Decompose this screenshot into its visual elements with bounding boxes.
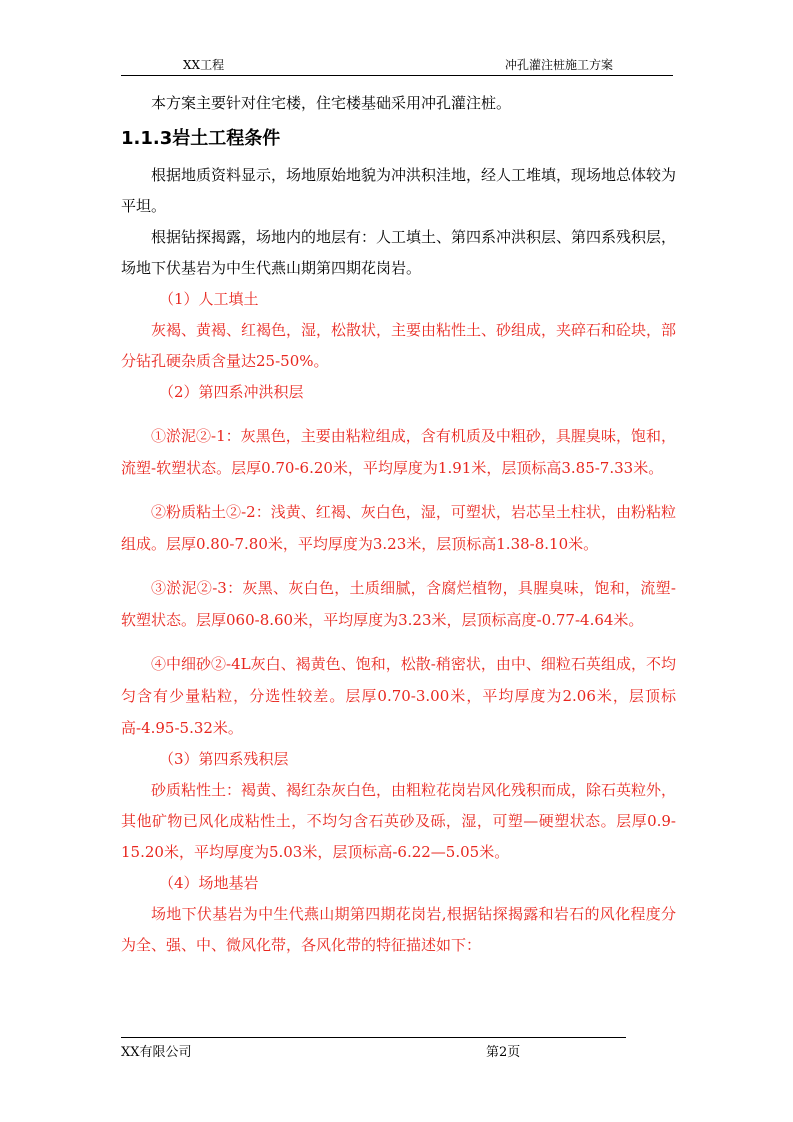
footer-page-number: 第2页: [486, 1045, 521, 1060]
layer4-heading: （4）场地基岩: [159, 874, 259, 892]
layer4-text: 场地下伏基岩为中生代燕山期第四期花岗岩,根据钻探揭露和岩石的风化程度分为全、强、中、微风化带，各风化带的特征描述如下：: [121, 905, 676, 954]
layer2-item-silt1: ①淤泥②-1：灰黑色，主要由粘粒组成，含有机质及中粗砂，具腥臭味，饱和，流塑-软塑状态。层厚0.70-6.20米，平均厚度为1.91米，层顶标高3.85-7.33米。: [121, 427, 676, 477]
layer2-heading: （2）第四系冲洪积层: [159, 383, 304, 401]
intro-paragraph: 本方案主要针对住宅楼，住宅楼基础采用冲孔灌注桩。: [151, 94, 512, 112]
section-heading: 1.1.3岩土工程条件: [121, 128, 281, 149]
layer3-text: 砂质粘性土：褐黄、褐红杂灰白色，由粗粒花岗岩风化残积而成，除石英粒外，其他矿物已风化成粘性土，不均匀含石英砂及砾，湿，可塑—硬塑状态。层厚0.9-15.20米，平均厚度为5.03米，层顶标高-6.22—5.05米。: [121, 781, 677, 861]
layer2-item-sand: ④中细砂②-4L灰白、褐黄色、饱和，松散-稍密状，由中、细粒石英组成，不均匀含有少量粘粒，分选性较差。层厚0.70-3.00米，平均厚度为2.06米，层顶标高-4.95-5.32米。: [121, 655, 676, 737]
header-project: XX工程: [183, 58, 225, 72]
paragraph-terrain: 根据地质资料显示，场地原始地貌为冲洪积洼地，经人工堆填，现场地总体较为平坦。: [121, 166, 677, 215]
page-footer: [121, 1037, 626, 1060]
footer-company: XX有限公司: [121, 1045, 192, 1060]
header-doc-title: 冲孔灌注桩施工方案: [504, 58, 613, 72]
paragraph-strata: 根据钻探揭露，场地内的地层有：人工填土、第四系冲洪积层、第四系残积层，场地下伏基岩为中生代燕山期第四期花岗岩。: [121, 228, 677, 277]
layer2-item-silt2: ③淤泥②-3：灰黑、灰白色，土质细腻，含腐烂植物，具腥臭味，饱和，流塑-软塑状态。层厚060-8.60米，平均厚度为3.23米，层顶标高度-0.77-4.64米。: [121, 579, 676, 629]
page-header: [121, 55, 673, 76]
layer1-heading: （1）人工填土: [159, 290, 259, 308]
layer2-item-silty-clay: ②粉质粘土②-2：浅黄、红褐、灰白色，湿，可塑状，岩芯呈土柱状，由粉粘粒组成。层厚0.80-7.80米，平均厚度为3.23米，层顶标高1.38-8.10米。: [121, 503, 676, 553]
layer1-text: 灰褐、黄褐、红褐色，湿，松散状，主要由粘性土、砂组成，夹碎石和砼块，部分钻孔硬杂质含量达25-50%。: [121, 321, 677, 370]
page-body: [121, 88, 676, 961]
layer3-heading: （3）第四系残积层: [159, 750, 289, 768]
